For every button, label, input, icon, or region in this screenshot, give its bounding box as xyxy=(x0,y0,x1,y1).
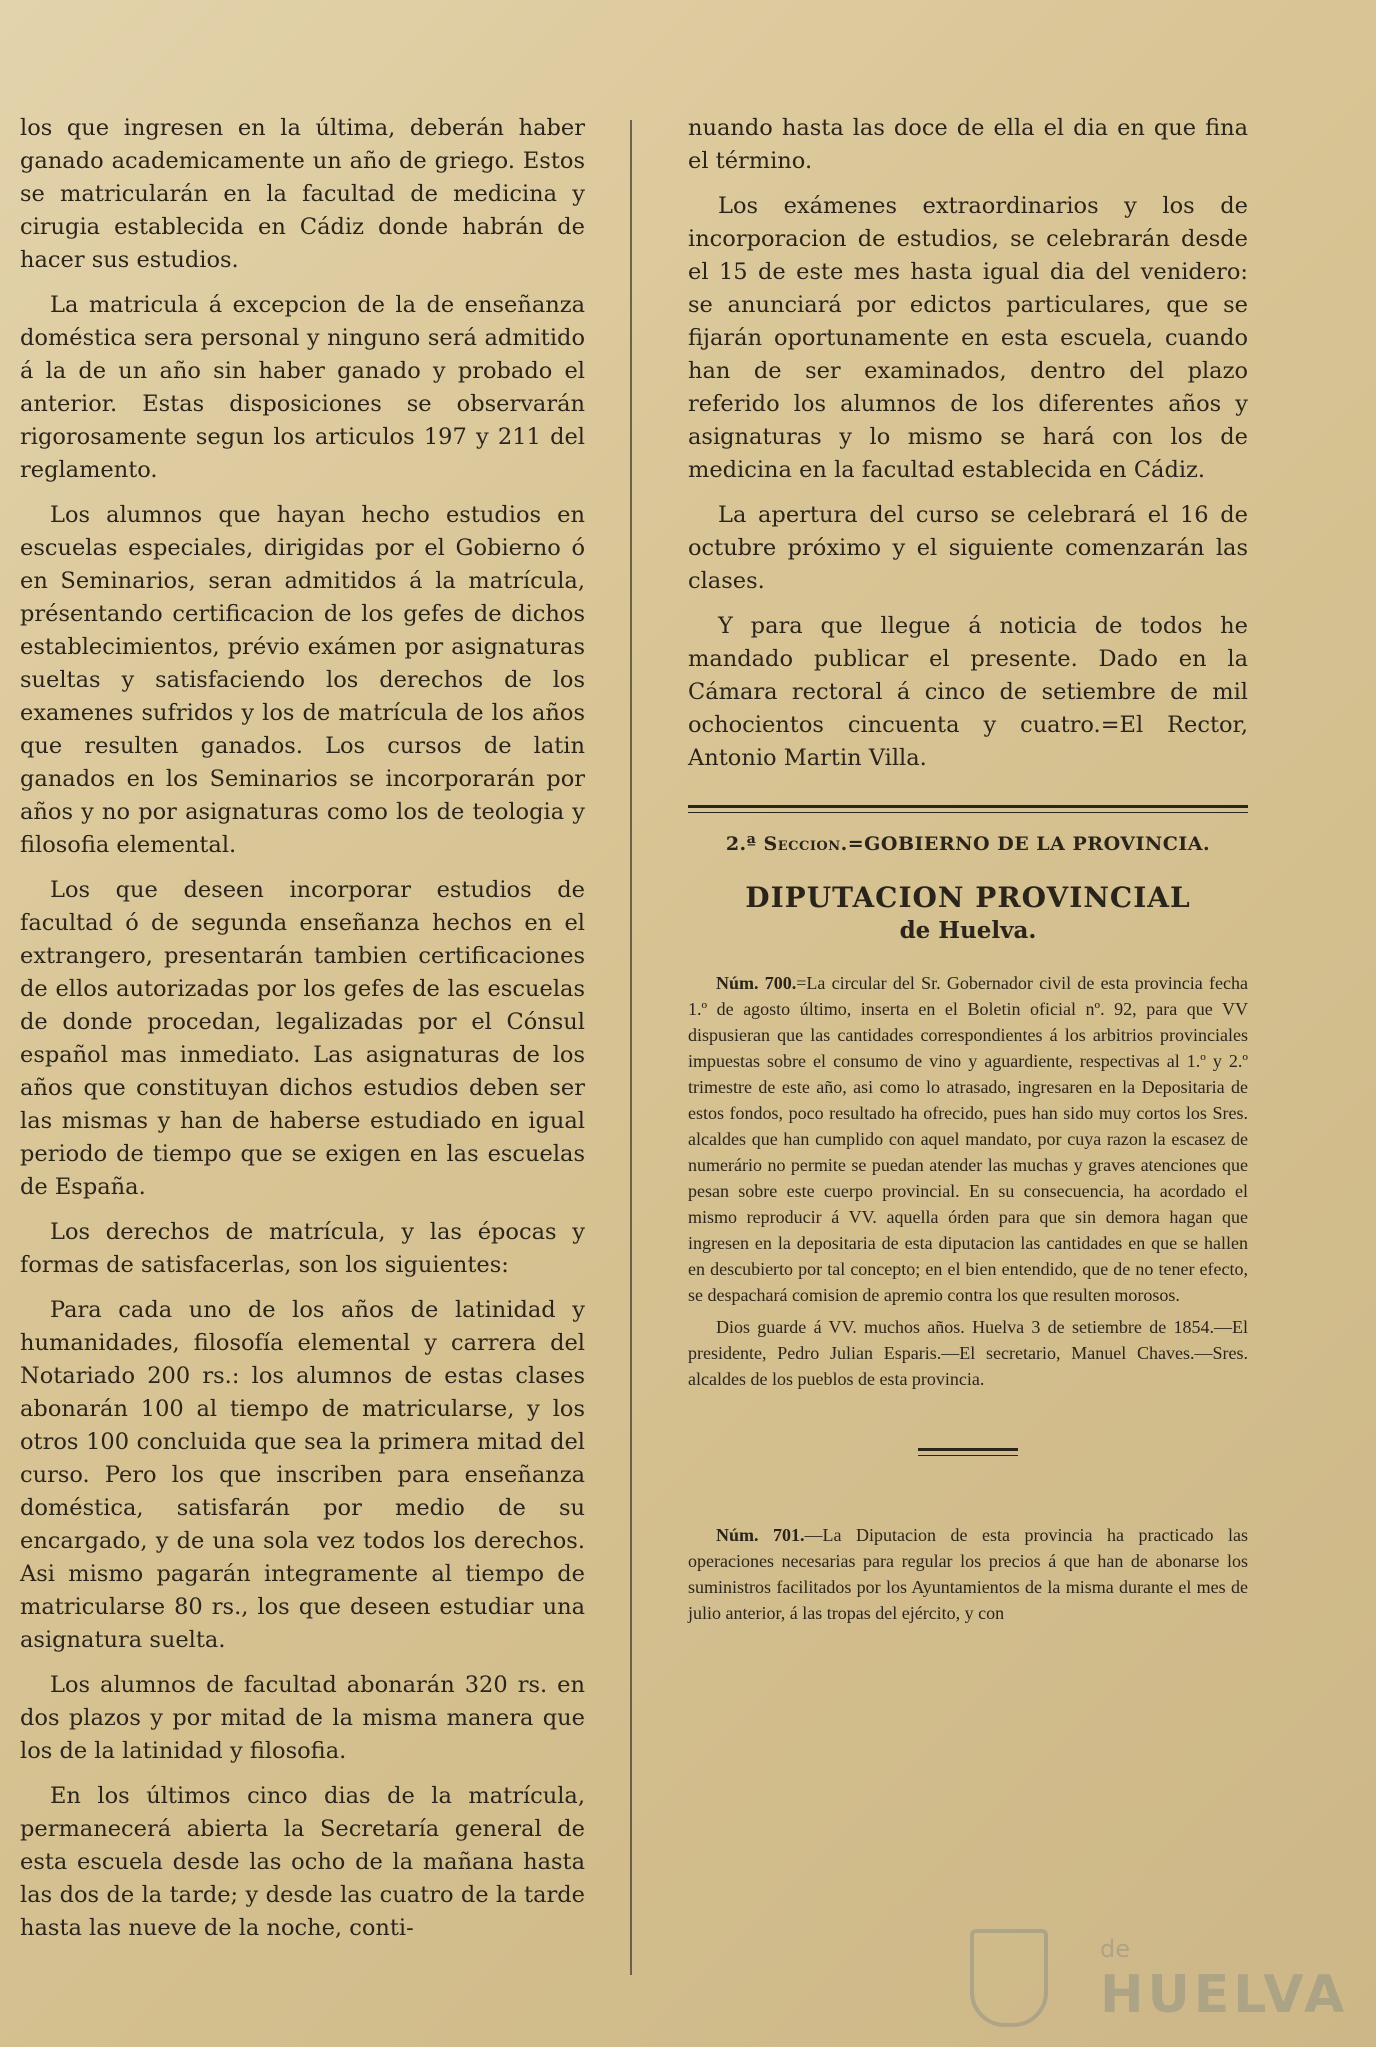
notice-700 xyxy=(688,970,1248,1308)
column-divider xyxy=(630,120,632,1975)
right-column xyxy=(688,112,1248,1632)
section-rule xyxy=(688,805,1248,808)
notice-text: —La Diputacion de esta provincia ha practicado las operaciones necesarias para regular los precios á que han de abonarse los suministros facilitados por los Ayuntamientos de la misma durante el mes de julio anterior, á las tropas del ejército, y con xyxy=(688,1525,1248,1623)
paragraph: Los alumnos que hayan hecho estudios en escuelas especiales, dirigidas por el Gobierno ó en Seminarios, seran admitidos á la matrícula, présentando certificacion de los gefes de dichos establecimientos, prévio exámen por asignaturas sueltas y satisfaciendo los derechos de los examenes sufridos y los de matrícula de los años que resulten ganados. Los cursos de latin ganados en los Seminarios se incorporarán por años y no por asignaturas como los de teologia y filosofia elemental. xyxy=(20,502,585,858)
notice-number: Núm. 701. xyxy=(716,1525,805,1545)
section-rule-thin xyxy=(688,812,1248,813)
separator-ornament xyxy=(688,1446,1248,1458)
paragraph: La matricula á excepcion de la de enseñanza doméstica sera personal y ninguno será admitido á la de un año sin haber ganado y probado el anterior. Estas disposiciones se observarán rigorosamente segun los articulos 197 y 211 del reglamento. xyxy=(20,292,585,483)
notice-text: =La circular del Sr. Gobernador civil de esta provincia fecha 1.º de agosto último, inserta en el Boletin oficial nº. 92, para que VV dispusieran que las cantidades correspondientes á los arbitrios provinciales impuestas sobre el consumo de vino y aguardiente, respectivas al 1.º y 2.º trimestre de este año, asi como lo atrasado, ingresaren en la Depositaria de estos fondos, poco resultado ha ofrecido, pues han sido muy cortos los Sres. alcaldes que han cumplido con aquel mandato, por cuya razon la escasez de numerário no permite se puedan atender las muchas y graves atenciones que pesan sobre este cuerpo provincial. En su consecuencia, ha acordado el mismo reproducir á VV. aquella órden para que sin demora hagan que ingresen en la depositaria de esta diputacion las cantidades en que se hallen en descubierto por tal concepto; en el bien entendido, que de no tener efecto, se despachará comision de apremio contra los que resulten morosos. xyxy=(688,973,1248,1305)
paragraph: nuando hasta las doce de ella el dia en que fina el término. xyxy=(688,115,1248,174)
section-title: =GOBIERNO DE LA PROVINCIA. xyxy=(847,833,1211,855)
watermark-line2: HUELVA xyxy=(1100,1965,1349,2025)
paragraph: los que ingresen en la última, deberán haber ganado academicamente un año de griego. Estos se matricularán en la facultad de medicina y cirugia establecida en Cádiz donde habrán de hacer sus estudios. xyxy=(20,115,585,273)
notice-700-closing: Dios guarde á VV. muchos años. Huelva 3 de setiembre de 1854.—El presidente, Pedro Julian Esparis.—El secretario, Manuel Chaves.—Sres. alcaldes de los pueblos de esta provincia. xyxy=(688,1317,1248,1389)
paragraph: Los derechos de matrícula, y las épocas y formas de satisfacerlas, son los siguientes: xyxy=(20,1219,585,1278)
paragraph: Los exámenes extraordinarios y los de incorporacion de estudios, se celebrarán desde el 15 de este mes hasta igual dia del venidero: se anunciará por edictos particulares, que se fijarán oportunamente en esta escuela, cuando han de ser examinados, dentro del plazo referido los alumnos de los diferentes años y asignaturas y lo mismo se hará con los de medicina en la facultad establecida en Cádiz. xyxy=(688,193,1248,483)
notice-number: Núm. 700. xyxy=(716,973,797,993)
paragraph: En los últimos cinco dias de la matrícula, permanecerá abierta la Secretaría general de esta escuela desde las ocho de la mañana hasta las dos de la tarde; y desde las cuatro de la tarde hasta las nueve de la noche, conti- xyxy=(20,1783,585,1941)
paragraph: Los alumnos de facultad abonarán 320 rs. en dos plazos y por mitad de la misma manera que los de la latinidad y filosofia. xyxy=(20,1672,585,1764)
section-word: Seccion. xyxy=(763,833,848,855)
paragraph: La apertura del curso se celebrará el 16 de octubre próximo y el siguiente comenzarán las clases. xyxy=(688,502,1248,594)
paragraph: Para cada uno de los años de latinidad y humanidades, filosofía elemental y carrera del Notariado 200 rs.: los alumnos de estas clases abonarán 100 al tiempo de matricularse, y los otros 100 concluida que sea la primera mitad del curso. Pero los que inscriben para enseñanza doméstica, satisfarán por medio de su encargado, y de una sola vez todos los derechos. Asi mismo pagarán integramente al tiempo de matricularse 80 rs., los que deseen estudiar una asignatura suelta. xyxy=(20,1297,585,1653)
shield-icon xyxy=(970,1929,1048,2027)
notice-701 xyxy=(688,1522,1248,1626)
section-number: 2.ª xyxy=(725,833,757,855)
paragraph: Y para que llegue á noticia de todos he mandado publicar el presente. Dado en la Cámara rectoral á cinco de setiembre de mil ochocientos cincuenta y cuatro.=El Rector, Antonio Martin Villa. xyxy=(688,613,1248,771)
left-column xyxy=(20,112,585,1957)
entity-subtitle: de Huelva. xyxy=(899,917,1037,944)
archive-watermark xyxy=(970,1925,1349,2035)
section-heading xyxy=(688,833,1248,855)
paragraph: Los que deseen incorporar estudios de facultad ó de segunda enseñanza hechos en el extrangero, presentarán tambien certificaciones de ellos autorizadas por los gefes de las escuelas de donde procedan, legalizadas por el Cónsul español mas inmediato. Las asignaturas de los años que constituyan dichos estudios deben ser las mismas y han de haberse estudiado en igual periodo de tiempo que se exigen en las escuelas de España. xyxy=(20,877,585,1200)
entity-title: DIPUTACION PROVINCIAL xyxy=(745,881,1191,914)
watermark-line1: de xyxy=(1100,1935,1130,1963)
